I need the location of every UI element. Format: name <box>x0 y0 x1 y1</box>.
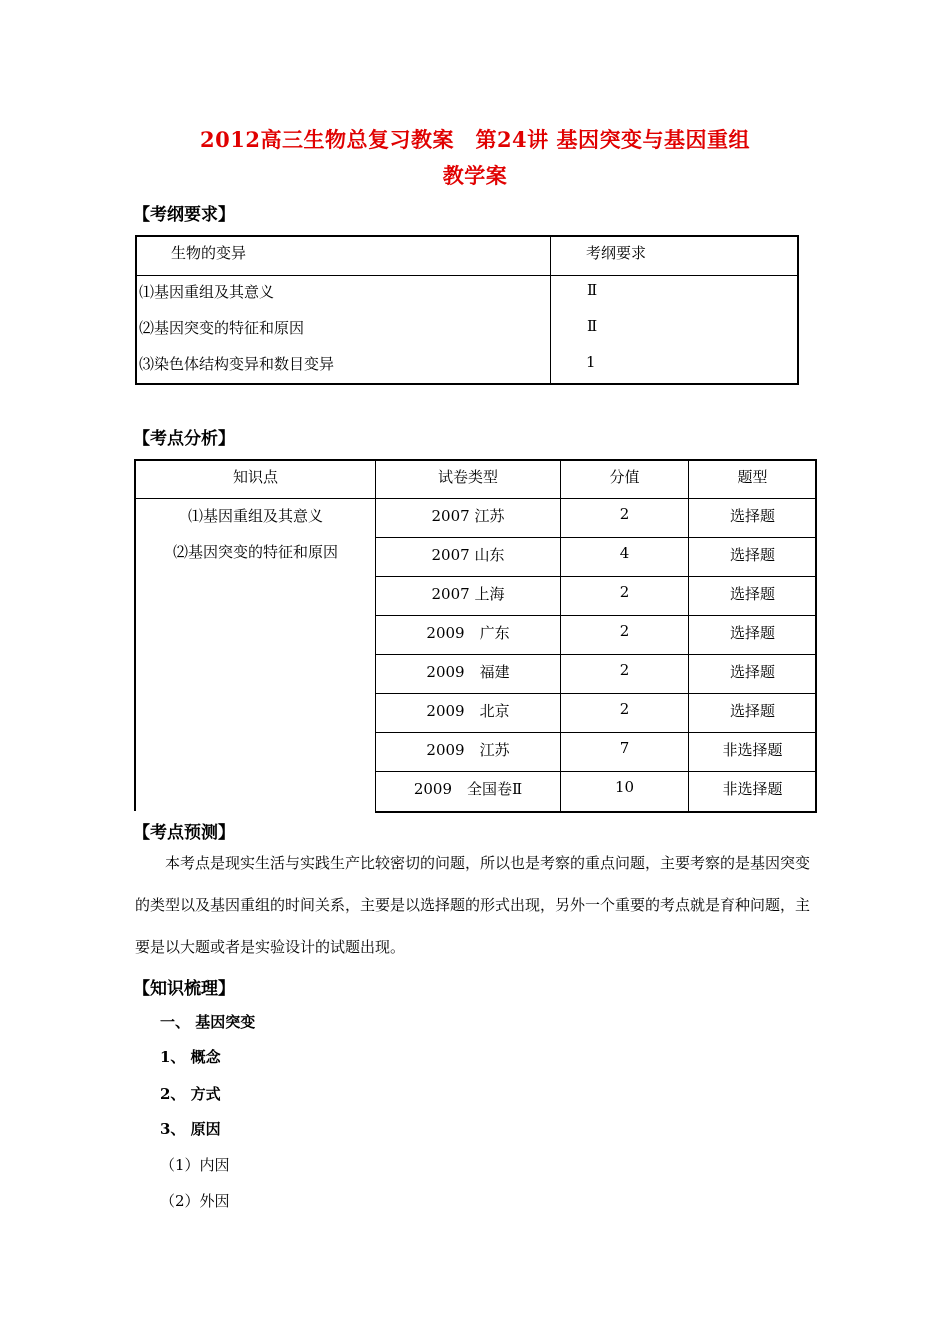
prediction-paragraph: 本考点是现实生活与实践生产比较密切的问题，所以也是考察的重点问题，主要考察的是基因突变的类型以及基因重组的时间关系，主要是以选择题的形式出现，另外一个重要的考点就是育种问题，主要是以大题或者是实验设计的试题出现。 <box>135 854 811 956</box>
requirements-row-item: ⑵基因突变的特征和原因 <box>139 319 305 337</box>
analysis-row-type: 选择题 <box>729 585 775 603</box>
section-requirements-heading: 【考纲要求】 <box>133 205 235 225</box>
outline-subitem-internal: （1）内因 <box>160 1156 230 1174</box>
outline-item-concept: 1、 概念 <box>160 1048 221 1066</box>
analysis-row-type: 选择题 <box>729 546 775 564</box>
analysis-row-paper: 2009 广东 <box>426 624 510 642</box>
analysis-row-score: 2 <box>619 583 630 601</box>
document-title: 2012高三生物总复习教案 第24讲 基因突变与基因重组 <box>200 127 750 152</box>
document-subtitle: 教学案 <box>442 163 508 188</box>
knowledge-point: ⑴基因重组及其意义 <box>187 507 323 525</box>
analysis-row-type: 非选择题 <box>722 780 783 798</box>
analysis-row-score: 10 <box>614 778 635 796</box>
analysis-row-paper: 2009 全国卷Ⅱ <box>413 780 523 798</box>
knowledge-point: ⑵基因突变的特征和原因 <box>172 543 338 561</box>
analysis-header-knowledge: 知识点 <box>232 468 278 486</box>
analysis-row-score: 2 <box>619 505 630 523</box>
analysis-row-type: 选择题 <box>729 702 775 720</box>
analysis-row-type: 选择题 <box>729 663 775 681</box>
analysis-row-score: 2 <box>619 700 630 718</box>
section-analysis-heading: 【考点分析】 <box>133 429 235 449</box>
analysis-row-score: 2 <box>619 661 630 679</box>
outline-subitem-external: （2）外因 <box>160 1192 230 1210</box>
outline-item-cause: 3、 原因 <box>160 1120 221 1138</box>
analysis-row-paper: 2007 山东 <box>431 546 505 564</box>
requirements-header-variation: 生物的变异 <box>171 244 247 262</box>
requirements-row-item: ⑴基因重组及其意义 <box>139 283 275 301</box>
requirements-row-item: ⑶染色体结构变异和数目变异 <box>139 355 335 373</box>
analysis-row-type: 非选择题 <box>722 741 783 759</box>
outline-item-method: 2、 方式 <box>160 1085 221 1103</box>
requirements-row-level: Ⅱ <box>587 317 598 335</box>
section-prediction-heading: 【考点预测】 <box>133 823 235 843</box>
analysis-row-score: 7 <box>619 739 630 757</box>
requirements-row-level: 1 <box>586 353 596 371</box>
requirements-row-level: Ⅱ <box>587 281 598 299</box>
analysis-row-paper: 2009 江苏 <box>426 741 510 759</box>
requirements-table <box>135 235 799 385</box>
section-knowledge-heading: 【知识梳理】 <box>133 979 235 999</box>
analysis-header-score: 分值 <box>609 468 640 486</box>
analysis-row-type: 选择题 <box>729 507 775 525</box>
analysis-row-score: 2 <box>619 622 630 640</box>
analysis-row-paper: 2007 江苏 <box>431 507 505 525</box>
analysis-row-paper: 2009 北京 <box>426 702 510 720</box>
analysis-row-type: 选择题 <box>729 624 775 642</box>
requirements-header-level: 考纲要求 <box>586 244 647 262</box>
analysis-header-type: 题型 <box>737 468 768 486</box>
analysis-row-paper: 2009 福建 <box>426 663 510 681</box>
analysis-header-paper: 试卷类型 <box>437 468 498 486</box>
analysis-row-score: 4 <box>619 544 630 562</box>
analysis-row-paper: 2007 上海 <box>431 585 505 603</box>
outline-heading-gene-mutation: 一、 基因突变 <box>160 1013 256 1031</box>
